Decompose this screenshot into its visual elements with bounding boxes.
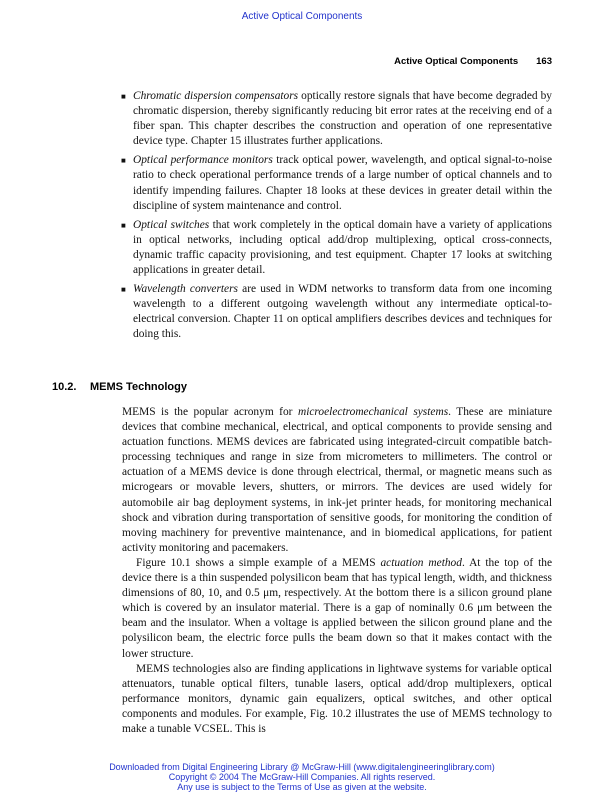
emphasis-text: microelectromechanical systems bbox=[297, 406, 449, 418]
section-heading bbox=[52, 381, 187, 393]
footer-link[interactable]: Downloaded from Digital Engineering Library @ McGraw-Hill (www.digitalengineeringlibrary.com) bbox=[109, 762, 495, 772]
footer-copyright: Copyright © 2004 The McGraw-Hill Companies. All rights reserved. bbox=[168, 772, 436, 782]
bullet-term: Wavelength converters bbox=[133, 283, 238, 296]
bullet-item bbox=[120, 153, 552, 213]
bullet-icon: ■ bbox=[121, 156, 126, 166]
footer bbox=[0, 762, 604, 792]
footer-terms: Any use is subject to the Terms of Use as given at the website. bbox=[177, 782, 427, 792]
bullet-term: Optical switches bbox=[133, 218, 210, 231]
bullet-text: that work completely in the optical domain have a variety of applications in optical networks, including optical add/drop multiplexing, optical cross-connects, dynamic traffic capacity provisioning, and test equipment. Chapter 17 looks at switching applications in greater detail. bbox=[133, 218, 552, 277]
bullet-item bbox=[120, 282, 552, 342]
section-body bbox=[122, 405, 552, 737]
bullet-term: Chromatic dispersion compensators bbox=[133, 90, 299, 102]
bullet-icon: ■ bbox=[121, 285, 126, 295]
paragraph-text: Figure 10.1 shows a simple example of a MEMS bbox=[136, 556, 381, 569]
paragraph bbox=[122, 405, 552, 556]
bullet-icon: ■ bbox=[121, 220, 126, 230]
bullet-term: Optical performance monitors bbox=[133, 154, 273, 167]
paragraph bbox=[122, 556, 552, 662]
bullet-text: are used in WDM networks to transform data from one incoming wavelength to a different outgoing wavelength without any intermediate optical-to-electrical conversion. Chapter 11 on optical amplifiers describes devices and techniques for doing this. bbox=[133, 283, 552, 341]
bullet-item bbox=[120, 218, 552, 278]
section-title: MEMS Technology bbox=[90, 381, 187, 393]
bullet-text: optically restore signals that have become degraded by chromatic dispersion, thereby significantly reducing bit error rates at the receiving end of a fiber span. This chapter describes the construction and operation of one representative device type. Chapter 15 illustrates further applications. bbox=[133, 90, 553, 148]
header-watermark: Active Optical Components bbox=[241, 11, 363, 22]
paragraph-text: MEMS is the popular acronym for bbox=[122, 406, 298, 418]
paragraph-text: . At the top of the device there is a thin suspended polysilicon beam that has typical length, width, and thickness dimensions of 80, 10, and 0.5 μm, respectively. At the bottom there is a silicon ground plane which is covered by an insulator material. There is a gap of nominally 0.6 μm between the beam and the insulator. When a voltage is applied between the silicon ground plane and the polysilicon beam, the electric force pulls the beam down so that it makes contact with the lower structure. bbox=[122, 556, 552, 660]
bullet-item bbox=[120, 89, 552, 149]
paragraph-text: . These are miniature devices that combine mechanical, electrical, and optical components to provide sensing and actuation functions. MEMS devices are fabricated using integrated-circuit compatible batch-processing techniques and range in size from micrometers to millimeters. The control or actuation of a MEMS device is done through electrical, thermal, or magnetic means such as microgears or movable levers, shutters, or mirrors. The devices are used widely for automobile air bag deployment systems, in ink-jet printer heads, for monitoring mechanical shock and vibration during transportation of sensitive goods, for monitoring the condition of moving machinery for preventive maintenance, and in biomedical applications, for patient activity monitoring and pacemakers. bbox=[122, 406, 553, 554]
bullet-list bbox=[120, 89, 552, 347]
bullet-icon: ■ bbox=[121, 92, 126, 101]
section-number: 10.2. bbox=[52, 381, 77, 393]
bullet-text: track optical power, wavelength, and optical signal-to-noise ratio to check operational performance trends of a large number of optical channels and to identify impending failures. Chapter 18 looks at these devices in greater detail within the discipline of system maintenance and control. bbox=[133, 154, 553, 212]
page-number: 163 bbox=[536, 56, 552, 67]
running-head bbox=[0, 56, 552, 67]
running-head-title: Active Optical Components bbox=[394, 56, 519, 67]
emphasis-text: actuation method bbox=[380, 556, 462, 569]
paragraph: MEMS technologies also are finding applications in lightwave systems for variable optical attenuators, tunable optical filters, tunable lasers, optical add/drop multiplexers, optical performance monitors, dynamic gain equalizers, optical switches, and other optical components and modules. For example, Fig. 10.2 illustrates the use of MEMS technology to make a tunable VCSEL. This is bbox=[122, 662, 552, 735]
